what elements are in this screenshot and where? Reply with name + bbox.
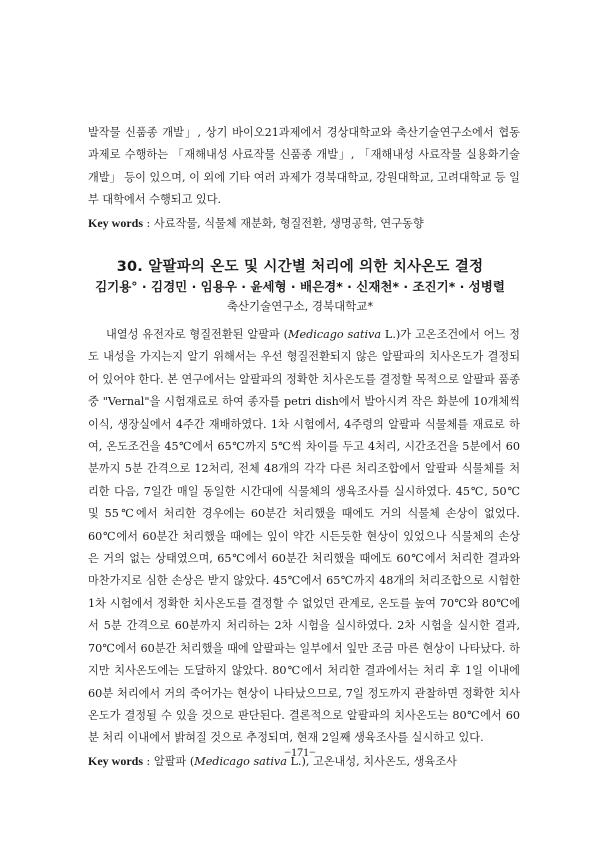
affiliation: 축산기술연구소, 경북대학교* bbox=[226, 299, 374, 313]
keywords-text-part-2: L.), 고온내성, 치사온도, 생육조사 bbox=[286, 754, 457, 768]
keywords-species-name: Medicago sativa bbox=[194, 754, 287, 768]
previous-abstract-tail bbox=[88, 122, 520, 235]
keywords-line-1 bbox=[88, 212, 520, 235]
keywords-label: Key words bbox=[88, 753, 143, 768]
abstract-block bbox=[88, 324, 520, 773]
abstract-paragraph bbox=[88, 324, 520, 750]
continued-paragraph: 발작물 신품종 개발」, 상기 바이오21과제에서 경상대학교와 축산기술연구소에서 협동과제로 수행하는 「재해내성 사료작물 신품종 개발」, 「재해내성 사료작물 실용화기술 개발」 등이 있으며, 이 외에 기타 여러 과제가 경북대학교, 강원대학교, 고려대학교 등 일부 대학에서 수행되고 있다. bbox=[88, 126, 520, 207]
keywords-text: : 사료작물, 식물체 재분화, 형질전환, 생명공학, 연구동향 bbox=[143, 216, 424, 230]
keywords-text-part-1: : 알팔파 ( bbox=[143, 754, 195, 768]
keywords-label: Key words bbox=[88, 215, 143, 230]
paper-title: 30. 알팔파의 온도 및 시간별 처리에 의한 치사온도 결정 bbox=[116, 259, 484, 275]
species-name: Medicago sativa bbox=[288, 328, 382, 341]
abstract-part-1: 내열성 유전자로 형질전환된 알팔파 ( bbox=[106, 328, 289, 341]
abstract-part-2: L.)가 고온조건에서 어느 정도 내성을 가지는지 알기 위해서는 우선 형질전환되지 않은 알팔파의 치사온도가 결정되어 있어야 한다. 본 연구에서는 알팔파의 정확한 치사온도를 결정할 목적으로 알팔파 품종 중 "Vernal"을 시험재료로 하여 종자를 petri dish에서 발아시켜 작은 화분에 10개체씩 이식, 생장실에서 4주간 재배하였다. 1차 시험에서, 4주령의 알팔파 식물체를 재료로 하여, 온도조건을 45℃에서 65℃까지 5℃씩 차이를 두고 4처리, 시간조건을 5분에서 60분까지 5분 간격으로 12처리, 전체 48개의 각각 다른 처리조합에서 알팔파 식물체를 처리한 다음, 7일간 매일 동일한 시간대에 식물체의 생육조사를 실시하였다. 45℃, 50℃ 및 55℃에서 처리한 경우에는 60분간 처리했을 때에도 거의 식물체 손상이 없었다. 60℃에서 60분간 처리했을 때에는 잎이 약간 시든듯한 현상이 있었으나 식물체의 손상은 거의 없는 상태였으며, 65℃에서 60분간 처리했을 때에도 60℃에서 처리한 결과와 마찬가지로 심한 손상은 받지 않았다. 45℃에서 65℃까지 48개의 처리조합으로 시험한 1차 시험에서 정확한 치사온도를 결정할 수 없었던 관계로, 온도를 높여 70℃와 80℃에서 5분 간격으로 60분까지 처리하는 2차 시험을 실시하였다. 2차 시험을 실시한 결과, 70℃에서 60분간 처리했을 때에 알팔파는 일부에서 잎만 조금 마른 현상이 나타났다. 하지만 치사온도에는 도달하지 않았다. 80℃에서 처리한 결과에서는 처리 후 1일 이내에 60분 처리에서 거의 죽어가는 현상이 나타났으므로, 7일 정도까지 관찰하면 정확한 치사온도가 결정될 수 있을 것으로 판단된다. 결론적으로 알팔파의 치사온도는 80℃에서 60분 처리 이내에서 밝혀질 것으로 추정되며, 현재 2일째 생육조사를 실시하고 있다. bbox=[88, 328, 520, 745]
page-number: −171− bbox=[284, 745, 316, 759]
author-list: 김기용° · 김경민 · 임용우 · 윤세형 · 배은경* · 신재천* · 조진기* · 성병렬 bbox=[95, 279, 505, 294]
